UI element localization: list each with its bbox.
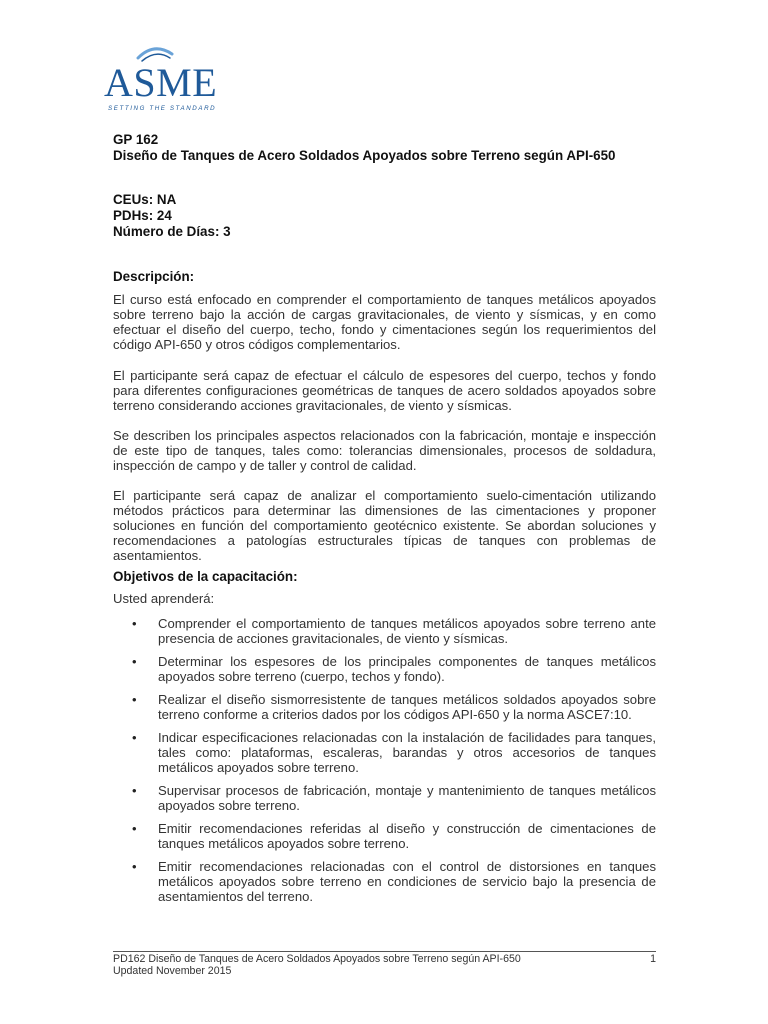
svg-text:SETTING THE STANDARD: SETTING THE STANDARD <box>108 105 217 112</box>
objective-item <box>113 654 656 684</box>
objective-text: Indicar especificaciones relacionadas con la instalación de facilidades para tanques, tales como: plataformas, escaleras, barandas y otros accesorios de tanques metálicos apoyados sobre terreno. <box>158 730 656 775</box>
footer-divider <box>113 951 656 952</box>
page-number: 1 <box>650 953 656 965</box>
objective-item <box>113 692 656 722</box>
bullet-icon: • <box>132 654 137 669</box>
objectives-list <box>113 616 656 912</box>
objective-item <box>113 821 656 851</box>
ceus-value: CEUs: NA <box>113 192 177 207</box>
days-value: Número de Días: 3 <box>113 224 231 239</box>
asme-logo-graphic <box>102 44 224 114</box>
description-paragraph: El participante será capaz de analizar el comportamiento suelo-cimentación utilizando métodos prácticos para determinar las dimensiones de las cimentaciones y proponer soluciones en función del comportamiento geotécnico existente. Se abordan soluciones y recomendaciones a patologías estructurales típicas de tanques con problemas de asentamientos. <box>113 488 656 563</box>
objective-item <box>113 730 656 775</box>
description-paragraph: El curso está enfocado en comprender el comportamiento de tanques metálicos apoyados sobre terreno bajo la acción de cargas gravitacionales, de viento y sísmicas, y en como efectuar el diseño del cuerpo, techo, fondo y cimentaciones según los requerimientos del código API-650 y otros códigos complementarios. <box>113 292 656 352</box>
course-meta <box>113 192 231 240</box>
objective-text: Emitir recomendaciones referidas al diseño y construcción de cimentaciones de tanques metálicos apoyados sobre terreno. <box>158 821 656 851</box>
footer-updated: Updated November 2015 <box>113 965 232 977</box>
asme-logo <box>102 44 224 114</box>
svg-text:ASME: ASME <box>104 60 218 105</box>
pdhs-value: PDHs: 24 <box>113 208 172 223</box>
objective-item <box>113 616 656 646</box>
description-paragraph: El participante será capaz de efectuar el cálculo de espesores del cuerpo, techos y fondo para diferentes configuraciones geométricas de tanques de acero soldados apoyados sobre terreno considerando acciones gravitacionales, de viento y sísmicas. <box>113 368 656 413</box>
objective-text: Supervisar procesos de fabricación, montaje y mantenimiento de tanques metálicos apoyados sobre terreno. <box>158 783 656 813</box>
description-heading: Descripción: <box>113 269 195 284</box>
objective-text: Emitir recomendaciones relacionadas con el control de distorsiones en tanques metálicos apoyados sobre terreno en condiciones de servicio bajo la presencia de asentamientos del terreno. <box>158 859 656 904</box>
objectives-heading: Objetivos de la capacitación: <box>113 569 298 584</box>
description-paragraph: Se describen los principales aspectos relacionados con la fabricación, montaje e inspección de este tipo de tanques, tales como: tolerancias dimensionales, procesos de soldadura, inspección de campo y de taller y control de calidad. <box>113 428 656 473</box>
objectives-intro: Usted aprenderá: <box>113 591 215 606</box>
course-code: GP 162 <box>113 132 159 147</box>
objective-text: Determinar los espesores de los principales componentes de tanques metálicos apoyados sobre terreno (cuerpo, techos y fondo). <box>158 654 656 684</box>
bullet-icon: • <box>132 730 137 745</box>
objective-item <box>113 859 656 904</box>
bullet-icon: • <box>132 616 137 631</box>
bullet-icon: • <box>132 859 137 874</box>
objective-item <box>113 783 656 813</box>
bullet-icon: • <box>132 783 137 798</box>
bullet-icon: • <box>132 692 137 707</box>
footer-title: PD162 Diseño de Tanques de Acero Soldados Apoyados sobre Terreno según API-650 <box>113 953 521 965</box>
page-footer <box>113 953 656 977</box>
course-title: Diseño de Tanques de Acero Soldados Apoyados sobre Terreno según API-650 <box>113 148 616 163</box>
objective-text: Comprender el comportamiento de tanques metálicos apoyados sobre terreno ante presencia de acciones gravitacionales, de viento y sísmicas. <box>158 616 656 646</box>
course-header <box>113 132 673 164</box>
bullet-icon: • <box>132 821 137 836</box>
objective-text: Realizar el diseño sismorresistente de tanques metálicos soldados apoyados sobre terreno conforme a criterios dados por los códigos API-650 y la norma ASCE7:10. <box>158 692 656 722</box>
